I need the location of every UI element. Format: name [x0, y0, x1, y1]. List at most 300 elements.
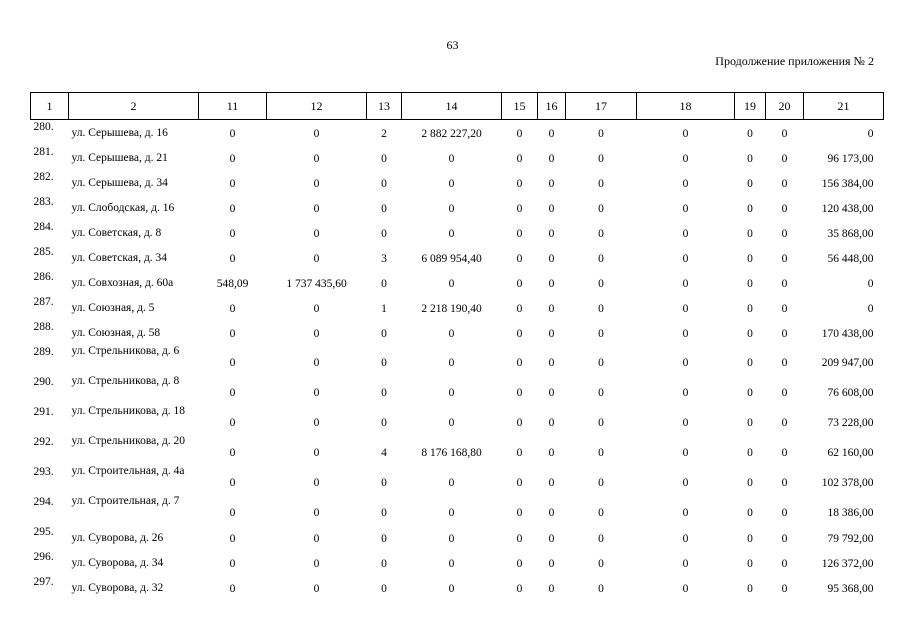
cell-value: 0: [229, 387, 236, 399]
cell-value: 0: [381, 558, 387, 570]
row-address-text: ул. Слободская, д. 16: [71, 202, 175, 214]
row-address-text: ул. Союзная, д. 5: [71, 302, 155, 314]
cell-col-15: [502, 245, 538, 270]
cell-value: 0: [548, 387, 555, 399]
cell-value: 0: [682, 128, 689, 140]
row-address-text: ул. Строительная, д. 4а: [71, 465, 185, 477]
cell-col-19: [735, 320, 766, 345]
cell-col-15: [502, 495, 538, 525]
cell-value: 0: [682, 253, 689, 265]
cell-value: 0: [516, 387, 523, 399]
row-address: [69, 550, 199, 575]
table-header-row: [31, 93, 884, 120]
row-address: [69, 495, 199, 525]
cell-col-12: [267, 375, 367, 405]
cell-value: 120 438,00: [821, 203, 874, 215]
column-header-20: 20: [766, 93, 804, 120]
row-address-text: ул. Советская, д. 34: [71, 252, 168, 264]
cell-col-17: [566, 575, 637, 600]
cell-col-14: [402, 270, 502, 295]
cell-value: 0: [229, 228, 236, 240]
cell-value: 102 378,00: [821, 477, 874, 489]
cell-col-21: [804, 465, 884, 495]
row-number-text: 280.: [33, 121, 54, 133]
cell-col-21: [804, 295, 884, 320]
cell-value: 0: [548, 357, 555, 369]
cell-value: 1: [381, 303, 387, 315]
cell-col-19: [735, 525, 766, 550]
cell-value: 0: [747, 357, 753, 369]
cell-value: 0: [229, 128, 236, 140]
cell-col-16: [538, 220, 566, 245]
row-number: [31, 345, 69, 375]
cell-col-11: [199, 345, 267, 375]
cell-col-19: [735, 170, 766, 195]
cell-value: 0: [516, 178, 523, 190]
row-address-text: ул. Суворова, д. 34: [71, 557, 164, 569]
row-address: [69, 435, 199, 465]
table-row: [31, 375, 884, 405]
cell-value: 0: [313, 417, 320, 429]
cell-value: 0: [682, 507, 689, 519]
cell-col-20: [766, 195, 804, 220]
cell-col-12: [267, 195, 367, 220]
cell-value: 0: [598, 303, 604, 315]
cell-value: 0: [548, 203, 555, 215]
row-address: [69, 220, 199, 245]
cell-col-15: [502, 270, 538, 295]
cell-value: 56 448,00: [827, 253, 874, 265]
cell-col-21: [804, 550, 884, 575]
cell-value: 0: [747, 417, 753, 429]
cell-col-19: [735, 145, 766, 170]
row-address-text: ул. Стрельникова, д. 8: [71, 375, 180, 387]
cell-col-14: [402, 525, 502, 550]
cell-col-13: [367, 345, 402, 375]
cell-value: 0: [448, 328, 455, 340]
row-address-text: ул. Совхозная, д. 60а: [71, 277, 174, 289]
table-row: [31, 170, 884, 195]
cell-value: 0: [229, 583, 236, 595]
cell-col-11: [199, 375, 267, 405]
cell-value: 0: [867, 278, 874, 290]
row-address-text: ул. Суворова, д. 26: [71, 532, 164, 544]
cell-value: 0: [781, 303, 788, 315]
cell-col-19: [735, 345, 766, 375]
cell-col-11: [199, 435, 267, 465]
cell-value: 73 228,00: [827, 417, 874, 429]
table-row: [31, 195, 884, 220]
row-number-text: 281.: [33, 146, 54, 158]
cell-col-12: [267, 295, 367, 320]
cell-col-17: [566, 295, 637, 320]
cell-value: 0: [598, 507, 604, 519]
cell-value: 0: [747, 228, 753, 240]
cell-col-12: [267, 120, 367, 146]
cell-col-21: [804, 120, 884, 146]
cell-value: 0: [229, 153, 236, 165]
cell-value: 0: [747, 153, 753, 165]
cell-value: 0: [682, 178, 689, 190]
cell-col-13: [367, 465, 402, 495]
cell-value: 0: [381, 228, 387, 240]
cell-col-11: [199, 220, 267, 245]
cell-value: 0: [747, 387, 753, 399]
cell-value: 0: [313, 387, 320, 399]
cell-col-16: [538, 405, 566, 435]
row-number-text: 294.: [33, 496, 54, 508]
appendix-continuation-label: Продолжение приложения № 2: [715, 54, 874, 68]
cell-value: 0: [313, 203, 320, 215]
cell-value: 0: [682, 357, 689, 369]
row-number: [31, 170, 69, 195]
cell-col-20: [766, 435, 804, 465]
table-row: [31, 295, 884, 320]
table-row: [31, 245, 884, 270]
cell-value: 0: [381, 583, 387, 595]
cell-col-11: [199, 495, 267, 525]
cell-value: 0: [747, 178, 753, 190]
cell-col-15: [502, 295, 538, 320]
row-number: [31, 375, 69, 405]
row-address-text: ул. Стрельникова, д. 20: [71, 435, 186, 447]
cell-col-12: [267, 245, 367, 270]
cell-value: 0: [781, 477, 788, 489]
cell-value: 0: [448, 387, 455, 399]
cell-value: 0: [381, 357, 387, 369]
cell-col-20: [766, 550, 804, 575]
cell-value: 0: [229, 357, 236, 369]
cell-col-17: [566, 465, 637, 495]
cell-col-19: [735, 245, 766, 270]
cell-col-13: [367, 575, 402, 600]
cell-col-18: [637, 145, 735, 170]
cell-value: 0: [747, 507, 753, 519]
cell-value: 0: [229, 417, 236, 429]
cell-col-21: [804, 320, 884, 345]
cell-col-11: [199, 575, 267, 600]
cell-value: 0: [548, 278, 555, 290]
cell-col-12: [267, 345, 367, 375]
cell-col-14: [402, 575, 502, 600]
cell-value: 0: [598, 278, 604, 290]
cell-value: 0: [448, 558, 455, 570]
cell-value: 0: [381, 278, 387, 290]
cell-col-13: [367, 295, 402, 320]
cell-value: 0: [682, 417, 689, 429]
cell-col-21: [804, 170, 884, 195]
cell-value: 0: [682, 303, 689, 315]
cell-col-12: [267, 170, 367, 195]
cell-col-12: [267, 220, 367, 245]
cell-value: 18 386,00: [827, 507, 874, 519]
cell-col-11: [199, 465, 267, 495]
cell-col-18: [637, 245, 735, 270]
cell-col-13: [367, 145, 402, 170]
cell-value: 0: [682, 328, 689, 340]
cell-col-16: [538, 270, 566, 295]
cell-value: 0: [516, 447, 523, 459]
cell-value: 0: [516, 477, 523, 489]
cell-col-17: [566, 495, 637, 525]
row-number-text: 295.: [33, 526, 54, 538]
table-row: [31, 435, 884, 465]
cell-value: 0: [313, 178, 320, 190]
cell-value: 0: [598, 128, 604, 140]
row-address: [69, 375, 199, 405]
cell-value: 0: [682, 477, 689, 489]
cell-value: 0: [548, 128, 555, 140]
row-address: [69, 525, 199, 550]
row-number: [31, 320, 69, 345]
cell-col-18: [637, 525, 735, 550]
cell-col-14: [402, 245, 502, 270]
cell-col-18: [637, 220, 735, 245]
cell-col-13: [367, 495, 402, 525]
row-number: [31, 435, 69, 465]
cell-value: 0: [548, 507, 555, 519]
row-number: [31, 245, 69, 270]
cell-col-18: [637, 295, 735, 320]
cell-col-19: [735, 220, 766, 245]
row-number-text: 284.: [33, 221, 54, 233]
cell-value: 0: [598, 477, 604, 489]
row-number-text: 292.: [33, 436, 54, 448]
cell-col-13: [367, 550, 402, 575]
cell-value: 0: [229, 303, 236, 315]
cell-value: 2: [381, 128, 387, 140]
row-number: [31, 220, 69, 245]
cell-value: 0: [448, 477, 455, 489]
cell-value: 0: [682, 228, 689, 240]
cell-value: 1 737 435,60: [286, 278, 347, 290]
row-address-text: ул. Серышева, д. 16: [71, 127, 168, 139]
cell-value: 0: [747, 203, 753, 215]
row-number-text: 290.: [33, 376, 54, 388]
cell-col-19: [735, 120, 766, 146]
cell-col-21: [804, 525, 884, 550]
cell-col-13: [367, 195, 402, 220]
cell-value: 0: [448, 203, 455, 215]
cell-value: 0: [313, 533, 320, 545]
cell-value: 2 882 227,20: [421, 128, 482, 140]
cell-value: 0: [229, 558, 236, 570]
cell-value: 0: [516, 303, 523, 315]
cell-value: 0: [781, 203, 788, 215]
column-header-1: 1: [31, 93, 69, 120]
cell-value: 0: [598, 178, 604, 190]
cell-value: 0: [781, 128, 788, 140]
cell-value: 170 438,00: [821, 328, 874, 340]
cell-col-14: [402, 120, 502, 146]
cell-value: 0: [781, 558, 788, 570]
row-address-text: ул. Стрельникова, д. 18: [71, 405, 186, 417]
cell-value: 0: [516, 357, 523, 369]
cell-col-15: [502, 575, 538, 600]
cell-value: 0: [229, 507, 236, 519]
cell-col-14: [402, 195, 502, 220]
cell-col-12: [267, 145, 367, 170]
cell-value: 0: [448, 533, 455, 545]
row-number: [31, 405, 69, 435]
cell-value: 0: [781, 253, 788, 265]
cell-value: 0: [381, 477, 387, 489]
cell-col-11: [199, 245, 267, 270]
row-address: [69, 270, 199, 295]
cell-col-15: [502, 320, 538, 345]
cell-col-14: [402, 345, 502, 375]
cell-value: 0: [867, 128, 874, 140]
cell-value: 0: [548, 583, 555, 595]
cell-col-14: [402, 145, 502, 170]
cell-col-19: [735, 495, 766, 525]
cell-col-16: [538, 550, 566, 575]
cell-col-20: [766, 375, 804, 405]
cell-value: 0: [747, 477, 753, 489]
cell-col-16: [538, 525, 566, 550]
cell-col-11: [199, 270, 267, 295]
cell-col-20: [766, 270, 804, 295]
cell-col-16: [538, 495, 566, 525]
cell-col-12: [267, 550, 367, 575]
cell-col-21: [804, 495, 884, 525]
cell-value: 0: [598, 253, 604, 265]
cell-value: 0: [381, 178, 387, 190]
cell-value: 0: [682, 203, 689, 215]
cell-value: 0: [313, 357, 320, 369]
cell-col-17: [566, 270, 637, 295]
row-number-text: 293.: [33, 466, 54, 478]
cell-col-15: [502, 195, 538, 220]
cell-value: 0: [313, 477, 320, 489]
column-header-13: 13: [367, 93, 402, 120]
cell-value: 0: [516, 203, 523, 215]
cell-value: 4: [381, 447, 387, 459]
cell-value: 0: [598, 328, 604, 340]
cell-value: 0: [598, 533, 604, 545]
cell-col-12: [267, 405, 367, 435]
cell-col-13: [367, 170, 402, 195]
table-body: [31, 120, 884, 601]
cell-value: 0: [747, 303, 753, 315]
cell-col-11: [199, 195, 267, 220]
column-header-15: 15: [502, 93, 538, 120]
cell-col-17: [566, 320, 637, 345]
cell-value: 0: [313, 128, 320, 140]
cell-col-19: [735, 375, 766, 405]
cell-col-13: [367, 220, 402, 245]
cell-value: 209 947,00: [821, 357, 874, 369]
cell-col-18: [637, 320, 735, 345]
cell-value: 0: [682, 447, 689, 459]
cell-value: 0: [781, 178, 788, 190]
cell-value: 0: [867, 303, 874, 315]
row-address: [69, 245, 199, 270]
cell-value: 0: [448, 583, 455, 595]
cell-value: 0: [313, 328, 320, 340]
cell-value: 0: [229, 178, 236, 190]
row-number-text: 288.: [33, 321, 54, 333]
cell-value: 0: [381, 387, 387, 399]
cell-col-21: [804, 195, 884, 220]
cell-value: 0: [598, 203, 604, 215]
cell-value: 0: [313, 447, 320, 459]
cell-value: 2 218 190,40: [421, 303, 482, 315]
cell-value: 0: [548, 417, 555, 429]
cell-value: 3: [381, 253, 387, 265]
cell-col-19: [735, 295, 766, 320]
cell-value: 0: [548, 303, 555, 315]
cell-col-21: [804, 375, 884, 405]
cell-value: 0: [313, 228, 320, 240]
cell-value: 0: [548, 328, 555, 340]
cell-col-19: [735, 270, 766, 295]
cell-col-20: [766, 145, 804, 170]
cell-value: 0: [747, 558, 753, 570]
cell-value: 0: [381, 328, 387, 340]
row-number: [31, 295, 69, 320]
column-header-17: 17: [566, 93, 637, 120]
cell-col-19: [735, 465, 766, 495]
cell-col-11: [199, 170, 267, 195]
row-address: [69, 170, 199, 195]
cell-value: 0: [313, 583, 320, 595]
cell-value: 0: [516, 253, 523, 265]
cell-value: 0: [548, 253, 555, 265]
cell-value: 0: [516, 533, 523, 545]
cell-col-18: [637, 120, 735, 146]
cell-col-21: [804, 345, 884, 375]
row-number-text: 286.: [33, 271, 54, 283]
cell-col-16: [538, 320, 566, 345]
cell-col-21: [804, 220, 884, 245]
cell-col-21: [804, 270, 884, 295]
cell-value: 0: [781, 533, 788, 545]
cell-value: 0: [516, 417, 523, 429]
cell-value: 0: [747, 533, 753, 545]
row-address: [69, 195, 199, 220]
table-row: [31, 345, 884, 375]
cell-value: 0: [682, 558, 689, 570]
column-header-2: 2: [69, 93, 199, 120]
cell-col-21: [804, 145, 884, 170]
row-address-text: ул. Серышева, д. 34: [71, 177, 168, 189]
cell-value: 0: [229, 477, 236, 489]
cell-value: 0: [448, 507, 455, 519]
cell-col-15: [502, 345, 538, 375]
cell-value: 0: [229, 447, 236, 459]
cell-col-14: [402, 495, 502, 525]
row-number: [31, 495, 69, 525]
cell-col-21: [804, 575, 884, 600]
cell-value: 0: [598, 357, 604, 369]
cell-col-15: [502, 435, 538, 465]
row-address-text: ул. Союзная, д. 58: [71, 327, 161, 339]
cell-value: 0: [682, 278, 689, 290]
cell-col-12: [267, 465, 367, 495]
cell-value: 0: [747, 447, 753, 459]
cell-value: 0: [516, 128, 523, 140]
cell-col-18: [637, 170, 735, 195]
row-address-text: ул. Строительная, д. 7: [71, 495, 180, 507]
page-number: 63: [446, 38, 459, 52]
cell-col-12: [267, 270, 367, 295]
row-number: [31, 195, 69, 220]
cell-value: 0: [598, 153, 604, 165]
cell-col-12: [267, 525, 367, 550]
cell-value: 0: [781, 357, 788, 369]
cell-col-13: [367, 525, 402, 550]
